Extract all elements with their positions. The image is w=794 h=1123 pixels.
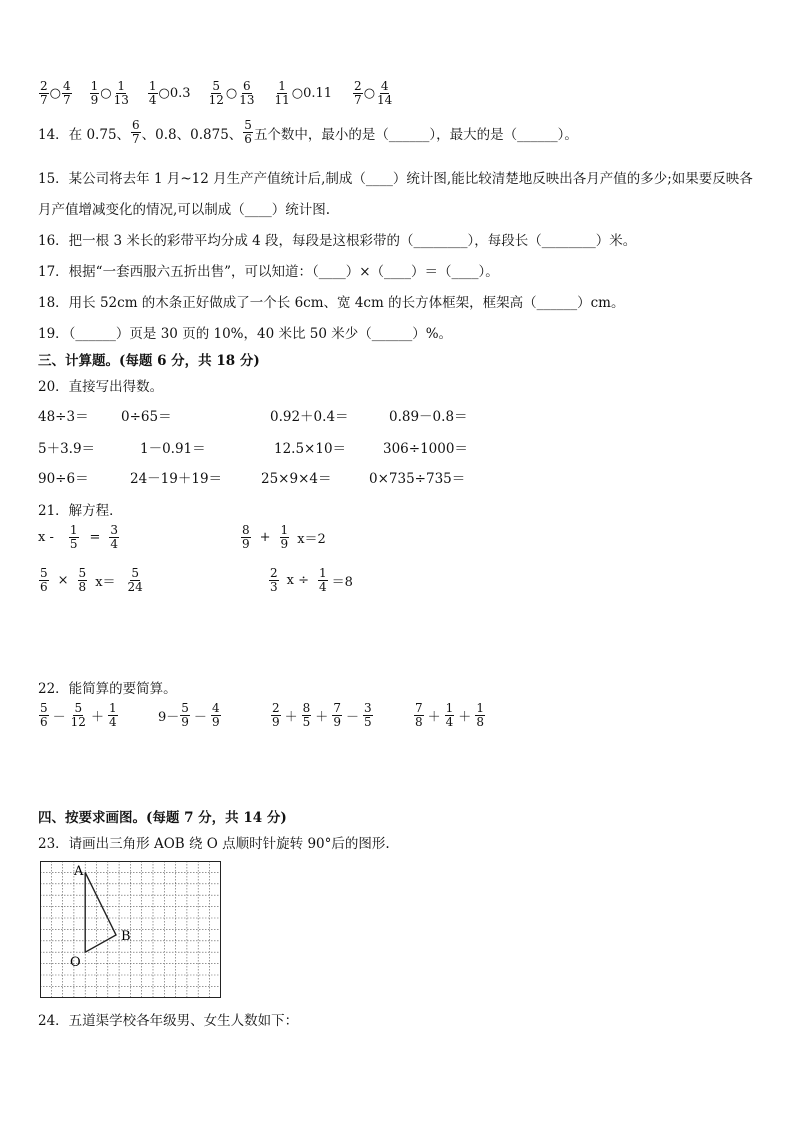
compare-item-1 [38,80,73,107]
question-17: 17．根据“一套西服六五折出售”，可以知道：（____）×（____）＝（____）。 [38,264,499,280]
question-24: 24．五道渠学校各年级男、女生人数如下： [38,1013,299,1029]
equation-3: $\frac{5}{6}$ × $\frac{5}{8}$ x＝ $\frac{5}{24}$ [40,566,143,594]
calc-r2c3: 12.5×10＝ [274,441,347,457]
calc-r1c3: 0.92＋0.4＝ [270,409,349,425]
section-4-heading: 四、按要求画图。(每题 7 分，共 14 分) [38,810,287,826]
question-18: 18．用长 52cm 的木条正好做成了一个长 6cm、宽 4cm 的长方体框架，框架高（______）cm。 [38,295,625,311]
simplify-2: 9－ $\frac{5}{9}$ － $\frac{4}{9}$ [158,701,220,729]
triangle-aob [85,872,116,952]
calc-r3c4: 0×735÷735＝ [369,471,466,487]
calc-r2c2: 1－0.91＝ [140,441,206,457]
question-23: 23．请画出三角形 AOB 绕 O 点顺时针旋转 90°后的图形. [38,836,390,852]
calc-r3c2: 24－19＋19＝ [130,471,223,487]
simplify-1: $\frac{5}{6}$ － $\frac{5}{12}$ ＋ $\frac{1}{4}$ [40,701,117,729]
equation-4: $\frac{2}{3}$ x ÷ $\frac{1}{4}$ ＝8 [270,566,353,594]
comparison-row [38,80,394,107]
label-o: O [70,955,81,970]
fraction: $\frac{2}{7}$ [40,79,48,107]
calc-r1c1: 48÷3＝ [38,409,89,425]
calc-r2c4: 306÷1000＝ [383,441,468,457]
equation-1: x - $\frac{1}{5}$ = $\frac{3}{4}$ [38,523,119,551]
fraction: $\frac{4}{7}$ [62,79,71,107]
compare-item-6: $\frac{2}{7}$ ○ $\frac{4}{14}$ [354,79,393,107]
question-21: 21．解方程． [38,503,123,519]
simplify-4: $\frac{7}{8}$ ＋ $\frac{1}{4}$ ＋ $\frac{1}{8}$ [415,701,484,729]
compare-item-4: $\frac{5}{12}$ ○ $\frac{6}{13}$ [208,79,255,107]
question-16: 16．把一根 3 米长的彩带平均分成 4 段，每段是这根彩带的（________），每段长（________）米。 [38,233,637,249]
question-22: 22．能简算的要简算。 [38,681,177,697]
equation-2: $\frac{8}{9}$ + $\frac{1}{9}$ x＝2 [242,523,326,551]
question-15-line1: 15．某公司将去年 1 月~12 月生产产值统计后,制成（____）统计图,能比较清楚地反映出各月产值的多少;如果要反映各 [38,171,753,187]
compare-circle: ○ [49,86,61,101]
compare-item-2: $\frac{1}{9}$ ○ $\frac{1}{13}$ [90,79,129,107]
calc-r2c1: 5＋3.9＝ [38,441,96,457]
calc-r3c1: 90÷6＝ [38,471,89,487]
calc-r1c2: 0÷65＝ [121,409,172,425]
question-14: 14．在 0.75、 $\frac{6}{7}$ 、0.8、0.875、 $\frac{5}{6}$ 五个数中，最小的是（______），最大的是（______）。 [38,118,578,146]
simplify-3: $\frac{2}{9}$ ＋ $\frac{8}{5}$ ＋ $\frac{7}{9}$ － $\frac{3}{5}$ [272,701,372,729]
compare-item-5: $\frac{1}{11}$ ○ 0.11 [274,79,333,107]
question-19: 19．（______）页是 30 页的 10%，40 米比 50 米少（______）%。 [38,326,453,342]
label-b: B [121,929,131,944]
question-20: 20．直接写出得数。 [38,379,164,395]
calc-r1c4: 0.89－0.8＝ [389,409,468,425]
compare-item-3: $\frac{1}{4}$ ○ 0.3 [148,79,191,107]
question-15-line2: 月产值增减变化的情况,可以制成（____）统计图. [38,202,331,218]
section-3-heading: 三、计算题。(每题 6 分，共 18 分) [38,353,260,369]
label-a: A [74,864,84,879]
rotation-grid [40,861,221,998]
calc-r3c3: 25×9×4＝ [261,471,332,487]
